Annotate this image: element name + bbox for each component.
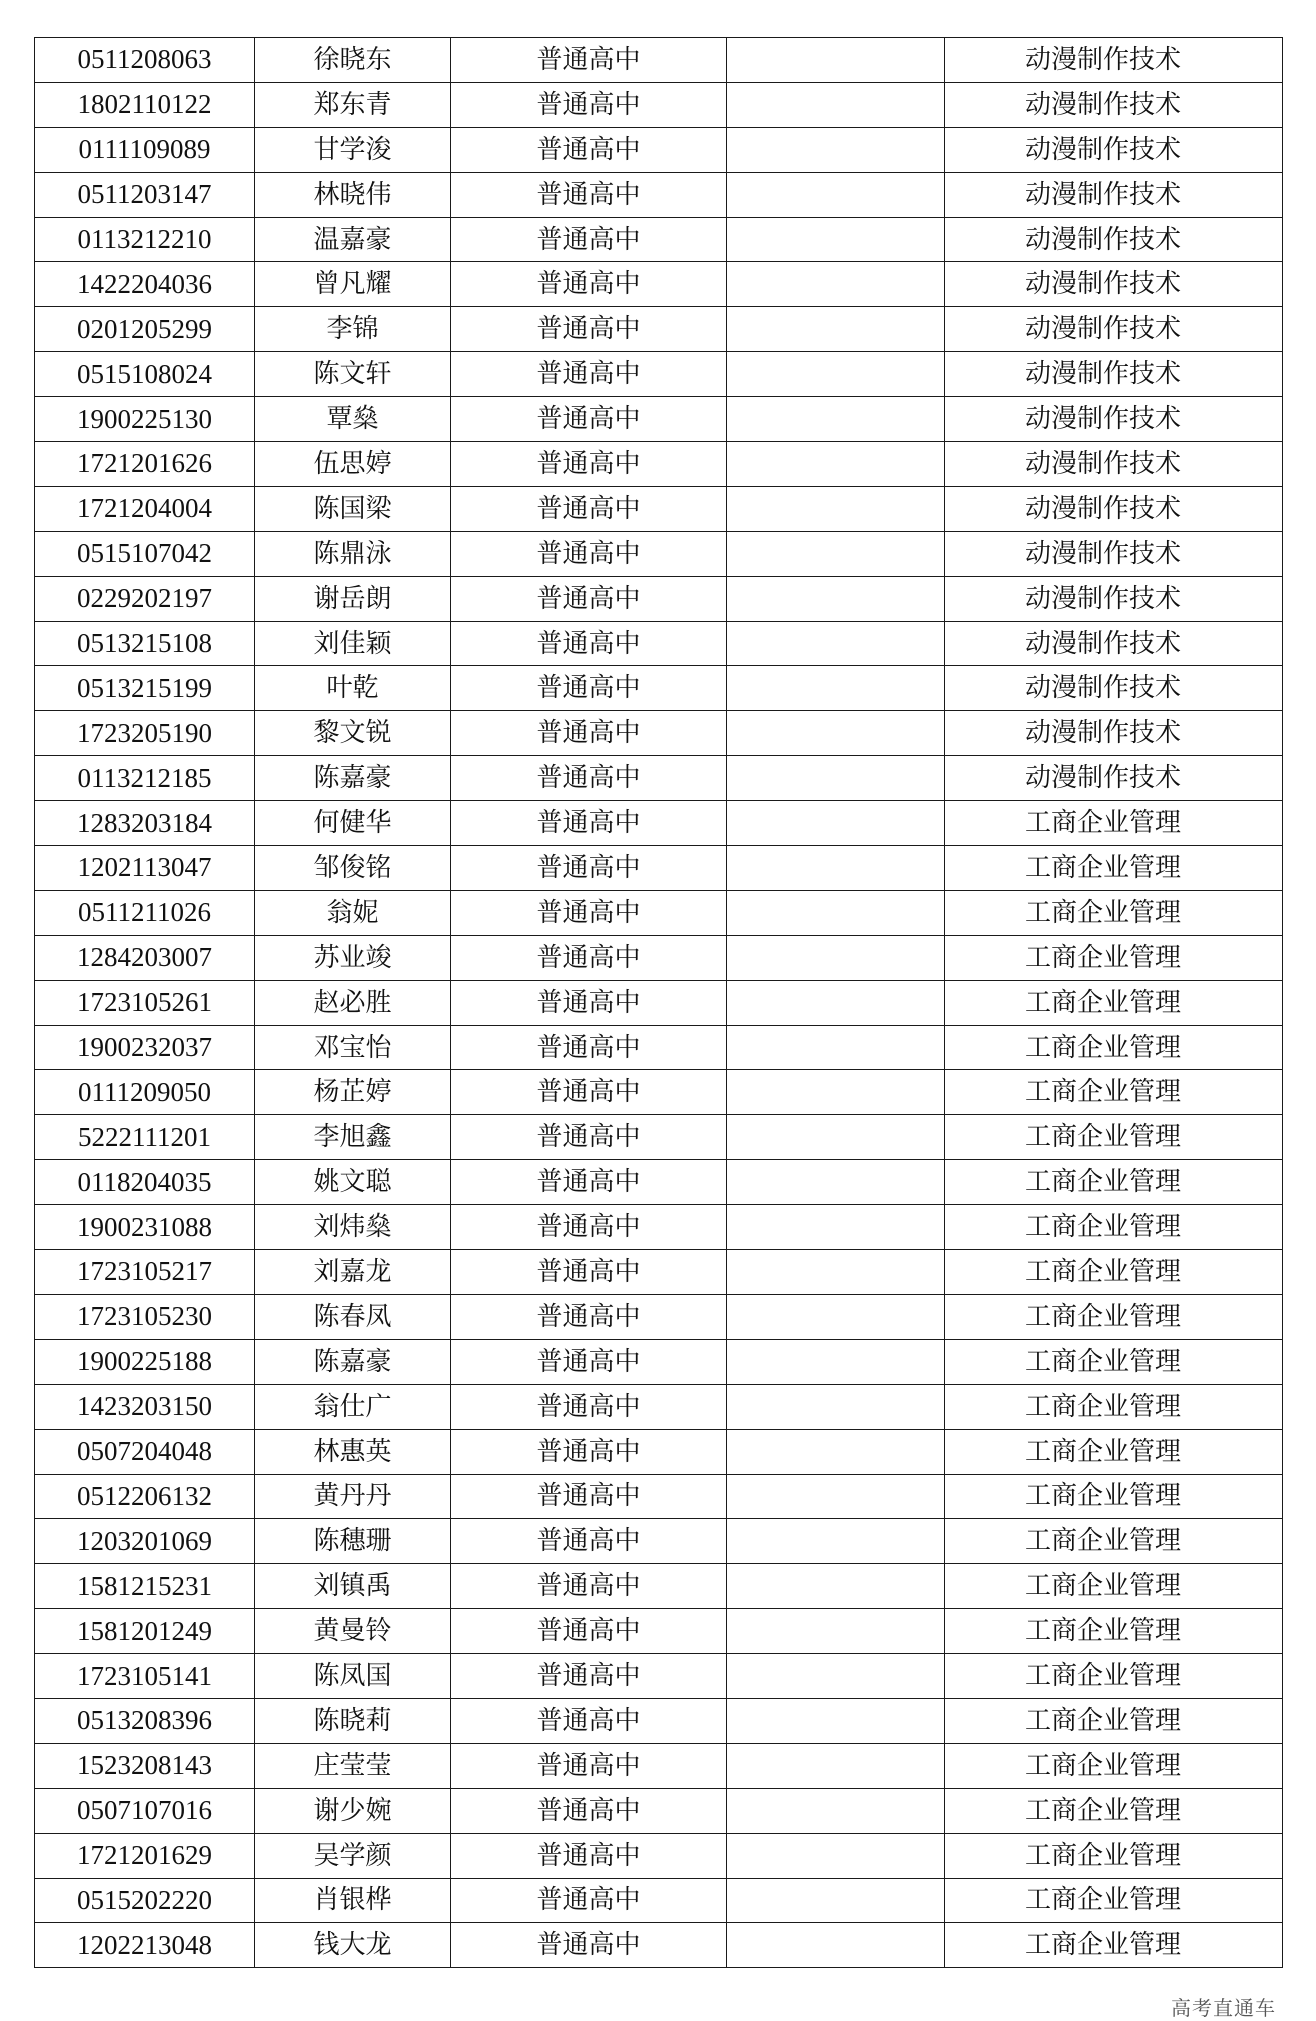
table-row xyxy=(35,1788,1283,1833)
major-cell: 动漫制作技术 xyxy=(945,576,1283,621)
candidate-number-cell: 1900225188 xyxy=(35,1339,255,1384)
student-name-cell: 徐晓东 xyxy=(255,38,451,83)
school-type-cell: 普通高中 xyxy=(451,1250,727,1295)
student-name-cell: 林晓伟 xyxy=(255,172,451,217)
student-name-cell: 陈国梁 xyxy=(255,486,451,531)
candidate-number-cell: 0113212185 xyxy=(35,756,255,801)
table-row xyxy=(35,890,1283,935)
student-name-cell: 翁仕广 xyxy=(255,1384,451,1429)
major-cell: 动漫制作技术 xyxy=(945,352,1283,397)
school-type-cell: 普通高中 xyxy=(451,1115,727,1160)
student-name-cell: 苏业竣 xyxy=(255,935,451,980)
candidate-number-cell: 1721204004 xyxy=(35,486,255,531)
note-cell xyxy=(727,38,945,83)
student-name-cell: 陈嘉豪 xyxy=(255,756,451,801)
candidate-number-cell: 1723205190 xyxy=(35,711,255,756)
note-cell xyxy=(727,1205,945,1250)
school-type-cell: 普通高中 xyxy=(451,756,727,801)
major-cell: 动漫制作技术 xyxy=(945,217,1283,262)
school-type-cell: 普通高中 xyxy=(451,1833,727,1878)
note-cell xyxy=(727,1070,945,1115)
candidate-number-cell: 0515108024 xyxy=(35,352,255,397)
student-name-cell: 杨芷婷 xyxy=(255,1070,451,1115)
note-cell xyxy=(727,1025,945,1070)
candidate-number-cell: 5222111201 xyxy=(35,1115,255,1160)
major-cell: 工商企业管理 xyxy=(945,1115,1283,1160)
note-cell xyxy=(727,486,945,531)
school-type-cell: 普通高中 xyxy=(451,1564,727,1609)
candidate-number-cell: 1802110122 xyxy=(35,82,255,127)
student-name-cell: 陈文轩 xyxy=(255,352,451,397)
table-row xyxy=(35,1339,1283,1384)
table-row xyxy=(35,1698,1283,1743)
major-cell: 动漫制作技术 xyxy=(945,486,1283,531)
major-cell: 动漫制作技术 xyxy=(945,262,1283,307)
school-type-cell: 普通高中 xyxy=(451,172,727,217)
major-cell: 工商企业管理 xyxy=(945,846,1283,891)
note-cell xyxy=(727,1294,945,1339)
candidate-number-cell: 1422204036 xyxy=(35,262,255,307)
note-cell xyxy=(727,711,945,756)
major-cell: 工商企业管理 xyxy=(945,1339,1283,1384)
note-cell xyxy=(727,1474,945,1519)
note-cell xyxy=(727,1833,945,1878)
major-cell: 工商企业管理 xyxy=(945,1474,1283,1519)
table-row xyxy=(35,217,1283,262)
table-row xyxy=(35,980,1283,1025)
major-cell: 工商企业管理 xyxy=(945,1070,1283,1115)
student-name-cell: 陈春凤 xyxy=(255,1294,451,1339)
table-row xyxy=(35,1743,1283,1788)
major-cell: 工商企业管理 xyxy=(945,980,1283,1025)
candidate-number-cell: 0229202197 xyxy=(35,576,255,621)
table-row xyxy=(35,1564,1283,1609)
major-cell: 动漫制作技术 xyxy=(945,711,1283,756)
school-type-cell: 普通高中 xyxy=(451,1519,727,1564)
major-cell: 动漫制作技术 xyxy=(945,172,1283,217)
note-cell xyxy=(727,1788,945,1833)
note-cell xyxy=(727,1160,945,1205)
major-cell: 工商企业管理 xyxy=(945,1609,1283,1654)
student-name-cell: 李旭鑫 xyxy=(255,1115,451,1160)
note-cell xyxy=(727,217,945,262)
major-cell: 工商企业管理 xyxy=(945,1384,1283,1429)
school-type-cell: 普通高中 xyxy=(451,397,727,442)
school-type-cell: 普通高中 xyxy=(451,1923,727,1968)
table-row xyxy=(35,352,1283,397)
note-cell xyxy=(727,1429,945,1474)
school-type-cell: 普通高中 xyxy=(451,1698,727,1743)
school-type-cell: 普通高中 xyxy=(451,1429,727,1474)
table-row xyxy=(35,666,1283,711)
note-cell xyxy=(727,890,945,935)
note-cell xyxy=(727,352,945,397)
note-cell xyxy=(727,846,945,891)
student-name-cell: 黎文锐 xyxy=(255,711,451,756)
note-cell xyxy=(727,1115,945,1160)
major-cell: 动漫制作技术 xyxy=(945,666,1283,711)
note-cell xyxy=(727,1384,945,1429)
note-cell xyxy=(727,1250,945,1295)
note-cell xyxy=(727,1564,945,1609)
student-name-cell: 温嘉豪 xyxy=(255,217,451,262)
table-row xyxy=(35,307,1283,352)
student-name-cell: 伍思婷 xyxy=(255,442,451,487)
table-row xyxy=(35,576,1283,621)
student-name-cell: 林惠英 xyxy=(255,1429,451,1474)
school-type-cell: 普通高中 xyxy=(451,621,727,666)
candidate-number-cell: 0201205299 xyxy=(35,307,255,352)
table-row xyxy=(35,756,1283,801)
note-cell xyxy=(727,127,945,172)
candidate-number-cell: 1723105261 xyxy=(35,980,255,1025)
note-cell xyxy=(727,442,945,487)
major-cell: 动漫制作技术 xyxy=(945,38,1283,83)
note-cell xyxy=(727,1698,945,1743)
table-body xyxy=(35,38,1283,1968)
school-type-cell: 普通高中 xyxy=(451,890,727,935)
major-cell: 工商企业管理 xyxy=(945,1025,1283,1070)
note-cell xyxy=(727,82,945,127)
table-row xyxy=(35,172,1283,217)
school-type-cell: 普通高中 xyxy=(451,1654,727,1699)
note-cell xyxy=(727,531,945,576)
school-type-cell: 普通高中 xyxy=(451,935,727,980)
student-name-cell: 何健华 xyxy=(255,801,451,846)
major-cell: 工商企业管理 xyxy=(945,1429,1283,1474)
note-cell xyxy=(727,980,945,1025)
candidate-number-cell: 0511208063 xyxy=(35,38,255,83)
candidate-number-cell: 1203201069 xyxy=(35,1519,255,1564)
candidate-number-cell: 0511211026 xyxy=(35,890,255,935)
student-name-cell: 叶乾 xyxy=(255,666,451,711)
school-type-cell: 普通高中 xyxy=(451,217,727,262)
table-row xyxy=(35,262,1283,307)
candidate-number-cell: 0113212210 xyxy=(35,217,255,262)
table-row xyxy=(35,1384,1283,1429)
table-row xyxy=(35,846,1283,891)
candidate-number-cell: 0111209050 xyxy=(35,1070,255,1115)
note-cell xyxy=(727,666,945,711)
candidate-number-cell: 1900225130 xyxy=(35,397,255,442)
student-name-cell: 刘嘉龙 xyxy=(255,1250,451,1295)
school-type-cell: 普通高中 xyxy=(451,262,727,307)
candidate-number-cell: 0511203147 xyxy=(35,172,255,217)
table-row xyxy=(35,1833,1283,1878)
school-type-cell: 普通高中 xyxy=(451,980,727,1025)
school-type-cell: 普通高中 xyxy=(451,1025,727,1070)
school-type-cell: 普通高中 xyxy=(451,1339,727,1384)
major-cell: 工商企业管理 xyxy=(945,1743,1283,1788)
note-cell xyxy=(727,801,945,846)
table-row xyxy=(35,1429,1283,1474)
note-cell xyxy=(727,1743,945,1788)
candidate-number-cell: 0507204048 xyxy=(35,1429,255,1474)
table-row xyxy=(35,1115,1283,1160)
school-type-cell: 普通高中 xyxy=(451,1743,727,1788)
school-type-cell: 普通高中 xyxy=(451,666,727,711)
major-cell: 工商企业管理 xyxy=(945,1294,1283,1339)
student-name-cell: 曾凡耀 xyxy=(255,262,451,307)
candidate-number-cell: 1721201626 xyxy=(35,442,255,487)
table-row xyxy=(35,1654,1283,1699)
table-row xyxy=(35,1609,1283,1654)
candidate-number-cell: 1523208143 xyxy=(35,1743,255,1788)
major-cell: 工商企业管理 xyxy=(945,890,1283,935)
candidate-number-cell: 0111109089 xyxy=(35,127,255,172)
school-type-cell: 普通高中 xyxy=(451,1160,727,1205)
major-cell: 工商企业管理 xyxy=(945,801,1283,846)
note-cell xyxy=(727,1923,945,1968)
student-name-cell: 黄曼铃 xyxy=(255,1609,451,1654)
major-cell: 工商企业管理 xyxy=(945,1205,1283,1250)
candidate-number-cell: 1723105217 xyxy=(35,1250,255,1295)
major-cell: 工商企业管理 xyxy=(945,1654,1283,1699)
candidate-number-cell: 0507107016 xyxy=(35,1788,255,1833)
major-cell: 工商企业管理 xyxy=(945,1160,1283,1205)
school-type-cell: 普通高中 xyxy=(451,352,727,397)
major-cell: 工商企业管理 xyxy=(945,1923,1283,1968)
major-cell: 工商企业管理 xyxy=(945,1788,1283,1833)
school-type-cell: 普通高中 xyxy=(451,307,727,352)
candidate-number-cell: 0118204035 xyxy=(35,1160,255,1205)
note-cell xyxy=(727,1654,945,1699)
candidate-number-cell: 0513208396 xyxy=(35,1698,255,1743)
school-type-cell: 普通高中 xyxy=(451,1294,727,1339)
school-type-cell: 普通高中 xyxy=(451,1788,727,1833)
note-cell xyxy=(727,307,945,352)
student-name-cell: 黄丹丹 xyxy=(255,1474,451,1519)
candidate-number-cell: 1900232037 xyxy=(35,1025,255,1070)
table-row xyxy=(35,1025,1283,1070)
table-row xyxy=(35,1519,1283,1564)
table-row xyxy=(35,711,1283,756)
note-cell xyxy=(727,1339,945,1384)
school-type-cell: 普通高中 xyxy=(451,801,727,846)
major-cell: 工商企业管理 xyxy=(945,1250,1283,1295)
table-row xyxy=(35,1878,1283,1923)
candidate-number-cell: 0515202220 xyxy=(35,1878,255,1923)
note-cell xyxy=(727,1519,945,1564)
table-row xyxy=(35,38,1283,83)
student-name-cell: 邹俊铭 xyxy=(255,846,451,891)
note-cell xyxy=(727,1609,945,1654)
student-name-cell: 姚文聪 xyxy=(255,1160,451,1205)
major-cell: 动漫制作技术 xyxy=(945,756,1283,801)
school-type-cell: 普通高中 xyxy=(451,711,727,756)
student-name-cell: 刘炜燊 xyxy=(255,1205,451,1250)
table-row xyxy=(35,935,1283,980)
candidate-number-cell: 0513215108 xyxy=(35,621,255,666)
candidate-number-cell: 1723105141 xyxy=(35,1654,255,1699)
note-cell xyxy=(727,1878,945,1923)
student-name-cell: 钱大龙 xyxy=(255,1923,451,1968)
note-cell xyxy=(727,576,945,621)
school-type-cell: 普通高中 xyxy=(451,1474,727,1519)
student-name-cell: 陈鼎泳 xyxy=(255,531,451,576)
major-cell: 动漫制作技术 xyxy=(945,82,1283,127)
major-cell: 动漫制作技术 xyxy=(945,127,1283,172)
candidate-number-cell: 0513215199 xyxy=(35,666,255,711)
candidate-number-cell: 0515107042 xyxy=(35,531,255,576)
table-row xyxy=(35,127,1283,172)
note-cell xyxy=(727,756,945,801)
table-row xyxy=(35,1160,1283,1205)
major-cell: 动漫制作技术 xyxy=(945,531,1283,576)
note-cell xyxy=(727,621,945,666)
candidate-number-cell: 1202113047 xyxy=(35,846,255,891)
table-row xyxy=(35,442,1283,487)
table-row xyxy=(35,82,1283,127)
major-cell: 动漫制作技术 xyxy=(945,307,1283,352)
school-type-cell: 普通高中 xyxy=(451,846,727,891)
student-name-cell: 庄莹莹 xyxy=(255,1743,451,1788)
watermark-text: 高考直通车 xyxy=(1171,1996,1276,2020)
major-cell: 动漫制作技术 xyxy=(945,397,1283,442)
table-row xyxy=(35,1070,1283,1115)
student-name-cell: 邓宝怡 xyxy=(255,1025,451,1070)
table-row xyxy=(35,1923,1283,1968)
school-type-cell: 普通高中 xyxy=(451,1205,727,1250)
table-row xyxy=(35,1294,1283,1339)
major-cell: 工商企业管理 xyxy=(945,1564,1283,1609)
table-row xyxy=(35,486,1283,531)
school-type-cell: 普通高中 xyxy=(451,82,727,127)
table-row xyxy=(35,1250,1283,1295)
candidate-number-cell: 1202213048 xyxy=(35,1923,255,1968)
student-name-cell: 陈嘉豪 xyxy=(255,1339,451,1384)
student-name-cell: 肖银桦 xyxy=(255,1878,451,1923)
candidate-number-cell: 1283203184 xyxy=(35,801,255,846)
student-name-cell: 覃燊 xyxy=(255,397,451,442)
student-name-cell: 陈穗珊 xyxy=(255,1519,451,1564)
student-name-cell: 刘佳颖 xyxy=(255,621,451,666)
table-row xyxy=(35,801,1283,846)
student-name-cell: 李锦 xyxy=(255,307,451,352)
major-cell: 工商企业管理 xyxy=(945,1833,1283,1878)
student-name-cell: 吴学颜 xyxy=(255,1833,451,1878)
school-type-cell: 普通高中 xyxy=(451,576,727,621)
major-cell: 动漫制作技术 xyxy=(945,442,1283,487)
table-row xyxy=(35,621,1283,666)
candidate-number-cell: 0512206132 xyxy=(35,1474,255,1519)
candidate-number-cell: 1423203150 xyxy=(35,1384,255,1429)
candidate-number-cell: 1721201629 xyxy=(35,1833,255,1878)
candidate-number-cell: 1900231088 xyxy=(35,1205,255,1250)
student-name-cell: 陈晓莉 xyxy=(255,1698,451,1743)
note-cell xyxy=(727,172,945,217)
admission-list-table xyxy=(34,37,1283,1968)
school-type-cell: 普通高中 xyxy=(451,442,727,487)
student-name-cell: 甘学浚 xyxy=(255,127,451,172)
note-cell xyxy=(727,397,945,442)
note-cell xyxy=(727,262,945,307)
table-row xyxy=(35,531,1283,576)
candidate-number-cell: 1581201249 xyxy=(35,1609,255,1654)
student-name-cell: 刘镇禹 xyxy=(255,1564,451,1609)
major-cell: 工商企业管理 xyxy=(945,1698,1283,1743)
table-row xyxy=(35,1474,1283,1519)
table-row xyxy=(35,397,1283,442)
school-type-cell: 普通高中 xyxy=(451,486,727,531)
school-type-cell: 普通高中 xyxy=(451,38,727,83)
major-cell: 工商企业管理 xyxy=(945,935,1283,980)
table-row xyxy=(35,1205,1283,1250)
note-cell xyxy=(727,935,945,980)
student-name-cell: 谢岳朗 xyxy=(255,576,451,621)
major-cell: 动漫制作技术 xyxy=(945,621,1283,666)
school-type-cell: 普通高中 xyxy=(451,1878,727,1923)
student-name-cell: 郑东青 xyxy=(255,82,451,127)
student-name-cell: 谢少婉 xyxy=(255,1788,451,1833)
student-name-cell: 翁妮 xyxy=(255,890,451,935)
school-type-cell: 普通高中 xyxy=(451,1070,727,1115)
student-name-cell: 陈凤国 xyxy=(255,1654,451,1699)
student-name-cell: 赵必胜 xyxy=(255,980,451,1025)
candidate-number-cell: 1723105230 xyxy=(35,1294,255,1339)
major-cell: 工商企业管理 xyxy=(945,1878,1283,1923)
candidate-number-cell: 1284203007 xyxy=(35,935,255,980)
candidate-number-cell: 1581215231 xyxy=(35,1564,255,1609)
school-type-cell: 普通高中 xyxy=(451,1384,727,1429)
school-type-cell: 普通高中 xyxy=(451,531,727,576)
school-type-cell: 普通高中 xyxy=(451,1609,727,1654)
school-type-cell: 普通高中 xyxy=(451,127,727,172)
major-cell: 工商企业管理 xyxy=(945,1519,1283,1564)
